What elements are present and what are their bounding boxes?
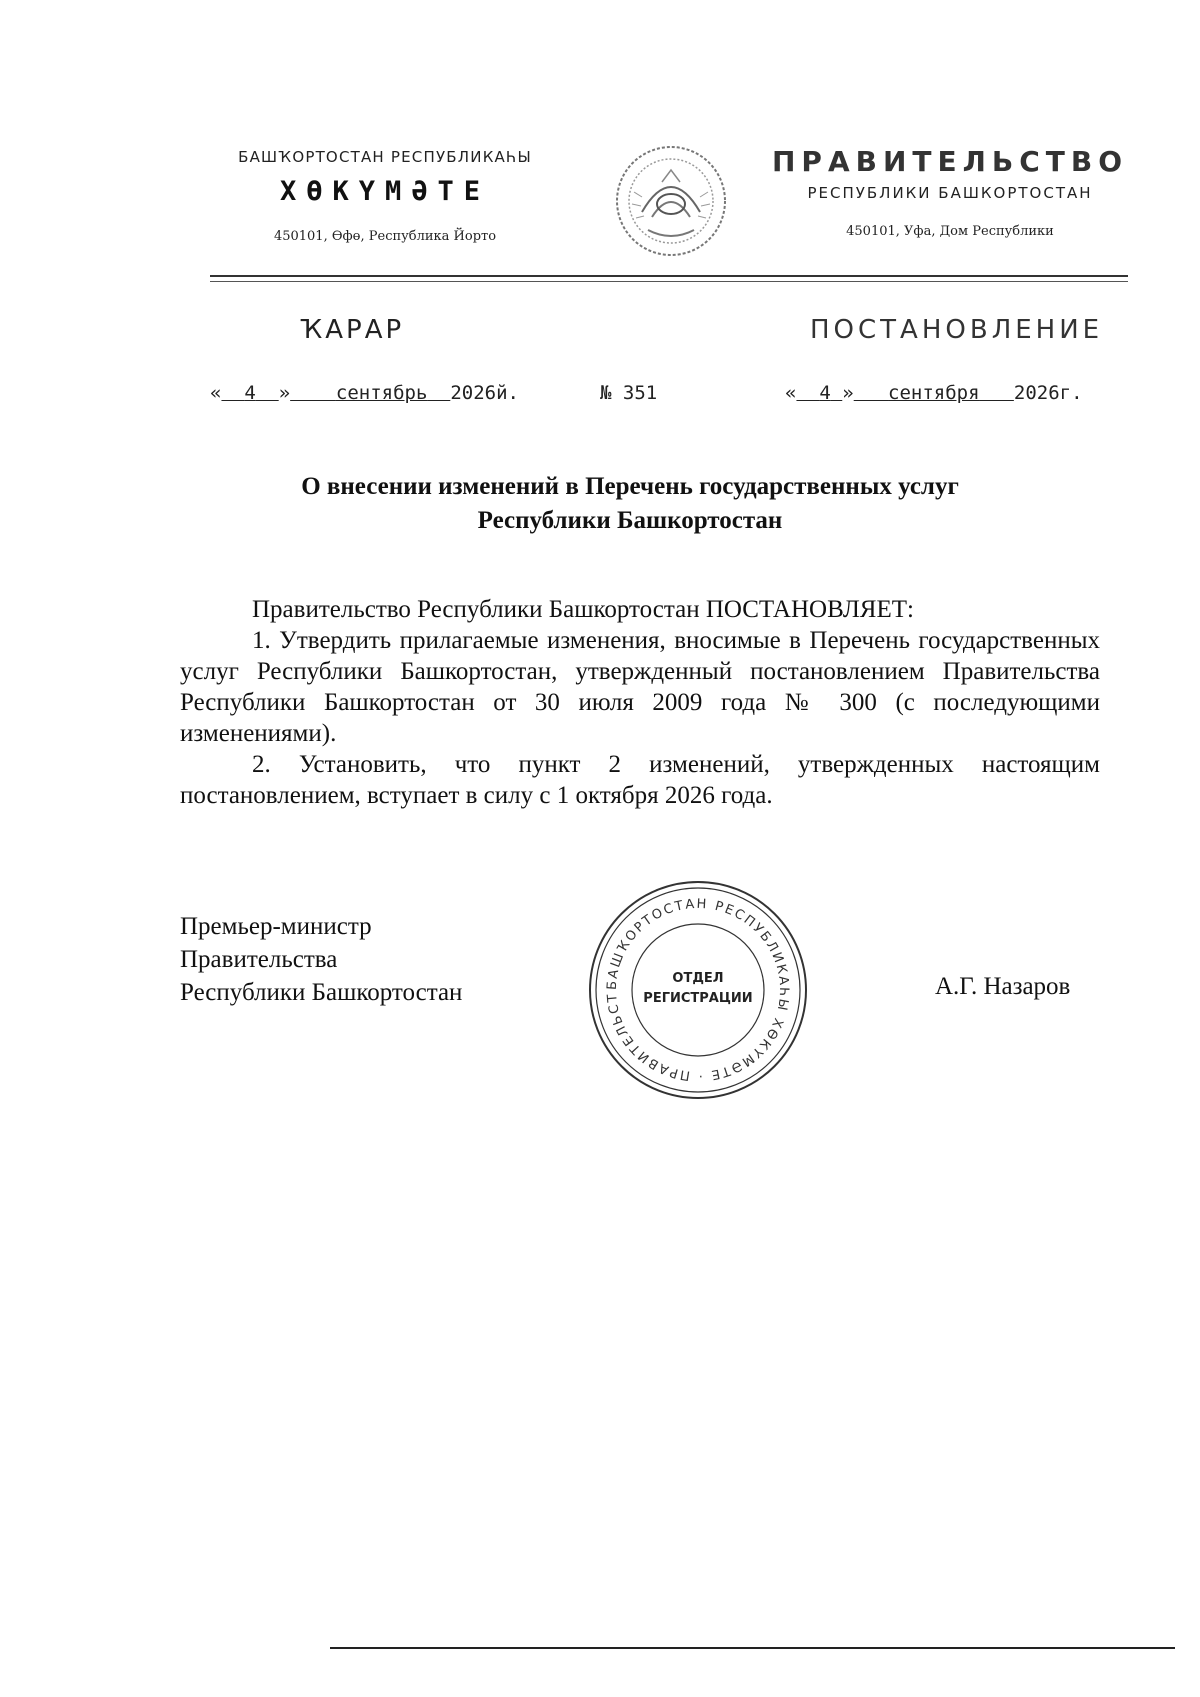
document-number: № 351 [600, 382, 658, 404]
header-left-address: 450101, Өфө, Республика Йорто [273, 229, 497, 244]
footer-rule [330, 1647, 1175, 1649]
body-paragraph-1: 1. Утвердить прилагаемые изменения, вносимые в Перечень государственных услуг Республики Башкортостан, утвержденный постановлением Правительства Республики Башкортостан от 30 июля 2009 года № 300 (с последующими изменениями). [180, 627, 1100, 747]
date-right-open-quote: « [785, 382, 797, 404]
signatory-name: А.Г. Назаров [935, 973, 1071, 1000]
signatory-position [180, 910, 462, 1009]
registration-seal [583, 875, 813, 1105]
document-body [180, 594, 1100, 811]
signatory-line1: Премьер-министр [180, 913, 372, 940]
document-title-line1: О внесении изменений в Перечень государственных услуг [301, 473, 959, 500]
doc-type-bashkir: ҠАРАР [300, 315, 405, 345]
header-right [760, 145, 1140, 239]
header-left [180, 148, 590, 244]
date-right [785, 382, 1083, 404]
coat-of-arms-icon [612, 142, 730, 260]
header-right-address: 450101, Уфа, Дом Республики [846, 224, 1054, 239]
date-left-year: 2026й. [450, 382, 519, 404]
signatory-line3: Республики Башкортостан [180, 979, 463, 1006]
date-left-close-quote: » [278, 382, 291, 404]
date-left [210, 382, 519, 404]
doc-type-russian: ПОСТАНОВЛЕНИЕ [810, 315, 1104, 345]
date-right-month: сентября [888, 382, 980, 404]
body-paragraph-2: 2. Установить, что пункт 2 изменений, утвержденных настоящим постановлением, вступает в силу с 1 октября 2026 года. [180, 751, 1100, 809]
body-paragraph-intro: Правительство Республики Башкортостан ПОСТАНОВЛЯЕТ: [252, 596, 914, 623]
date-right-day: 4 [819, 382, 831, 404]
header-right-republic: РЕСПУБЛИКИ БАШКОРТОСТАН [807, 184, 1093, 202]
date-right-year: 2026г. [1013, 382, 1083, 404]
seal-center-line1: ОТДЕЛ [672, 971, 724, 986]
header-right-government: ПРАВИТЕЛЬСТВО [771, 145, 1129, 178]
header-divider-thin [210, 281, 1128, 282]
document-title-line2: Республики Башкортостан [477, 507, 783, 534]
signatory-line2: Правительства [180, 946, 338, 973]
seal-outer-text: БАШҠОРТОСТАН РЕСПУБЛИКАҺЫ ХӨКҮМӘТЕ · ПРАВИТЕЛЬСТ [604, 896, 792, 1084]
date-right-close-quote: » [842, 382, 854, 404]
document-title [200, 470, 1060, 538]
seal-center-line2: РЕГИСТРАЦИИ [643, 991, 753, 1006]
date-left-day: 4 [244, 382, 256, 404]
header-divider [210, 275, 1128, 277]
date-left-month: сентябрь [335, 382, 428, 404]
header-left-republic: БАШҠОРТОСТАН РЕСПУБЛИКАҺЫ [238, 148, 532, 166]
header-left-government: ХӨКҮМӘТЕ [279, 176, 491, 207]
date-left-open-quote: « [210, 382, 222, 404]
